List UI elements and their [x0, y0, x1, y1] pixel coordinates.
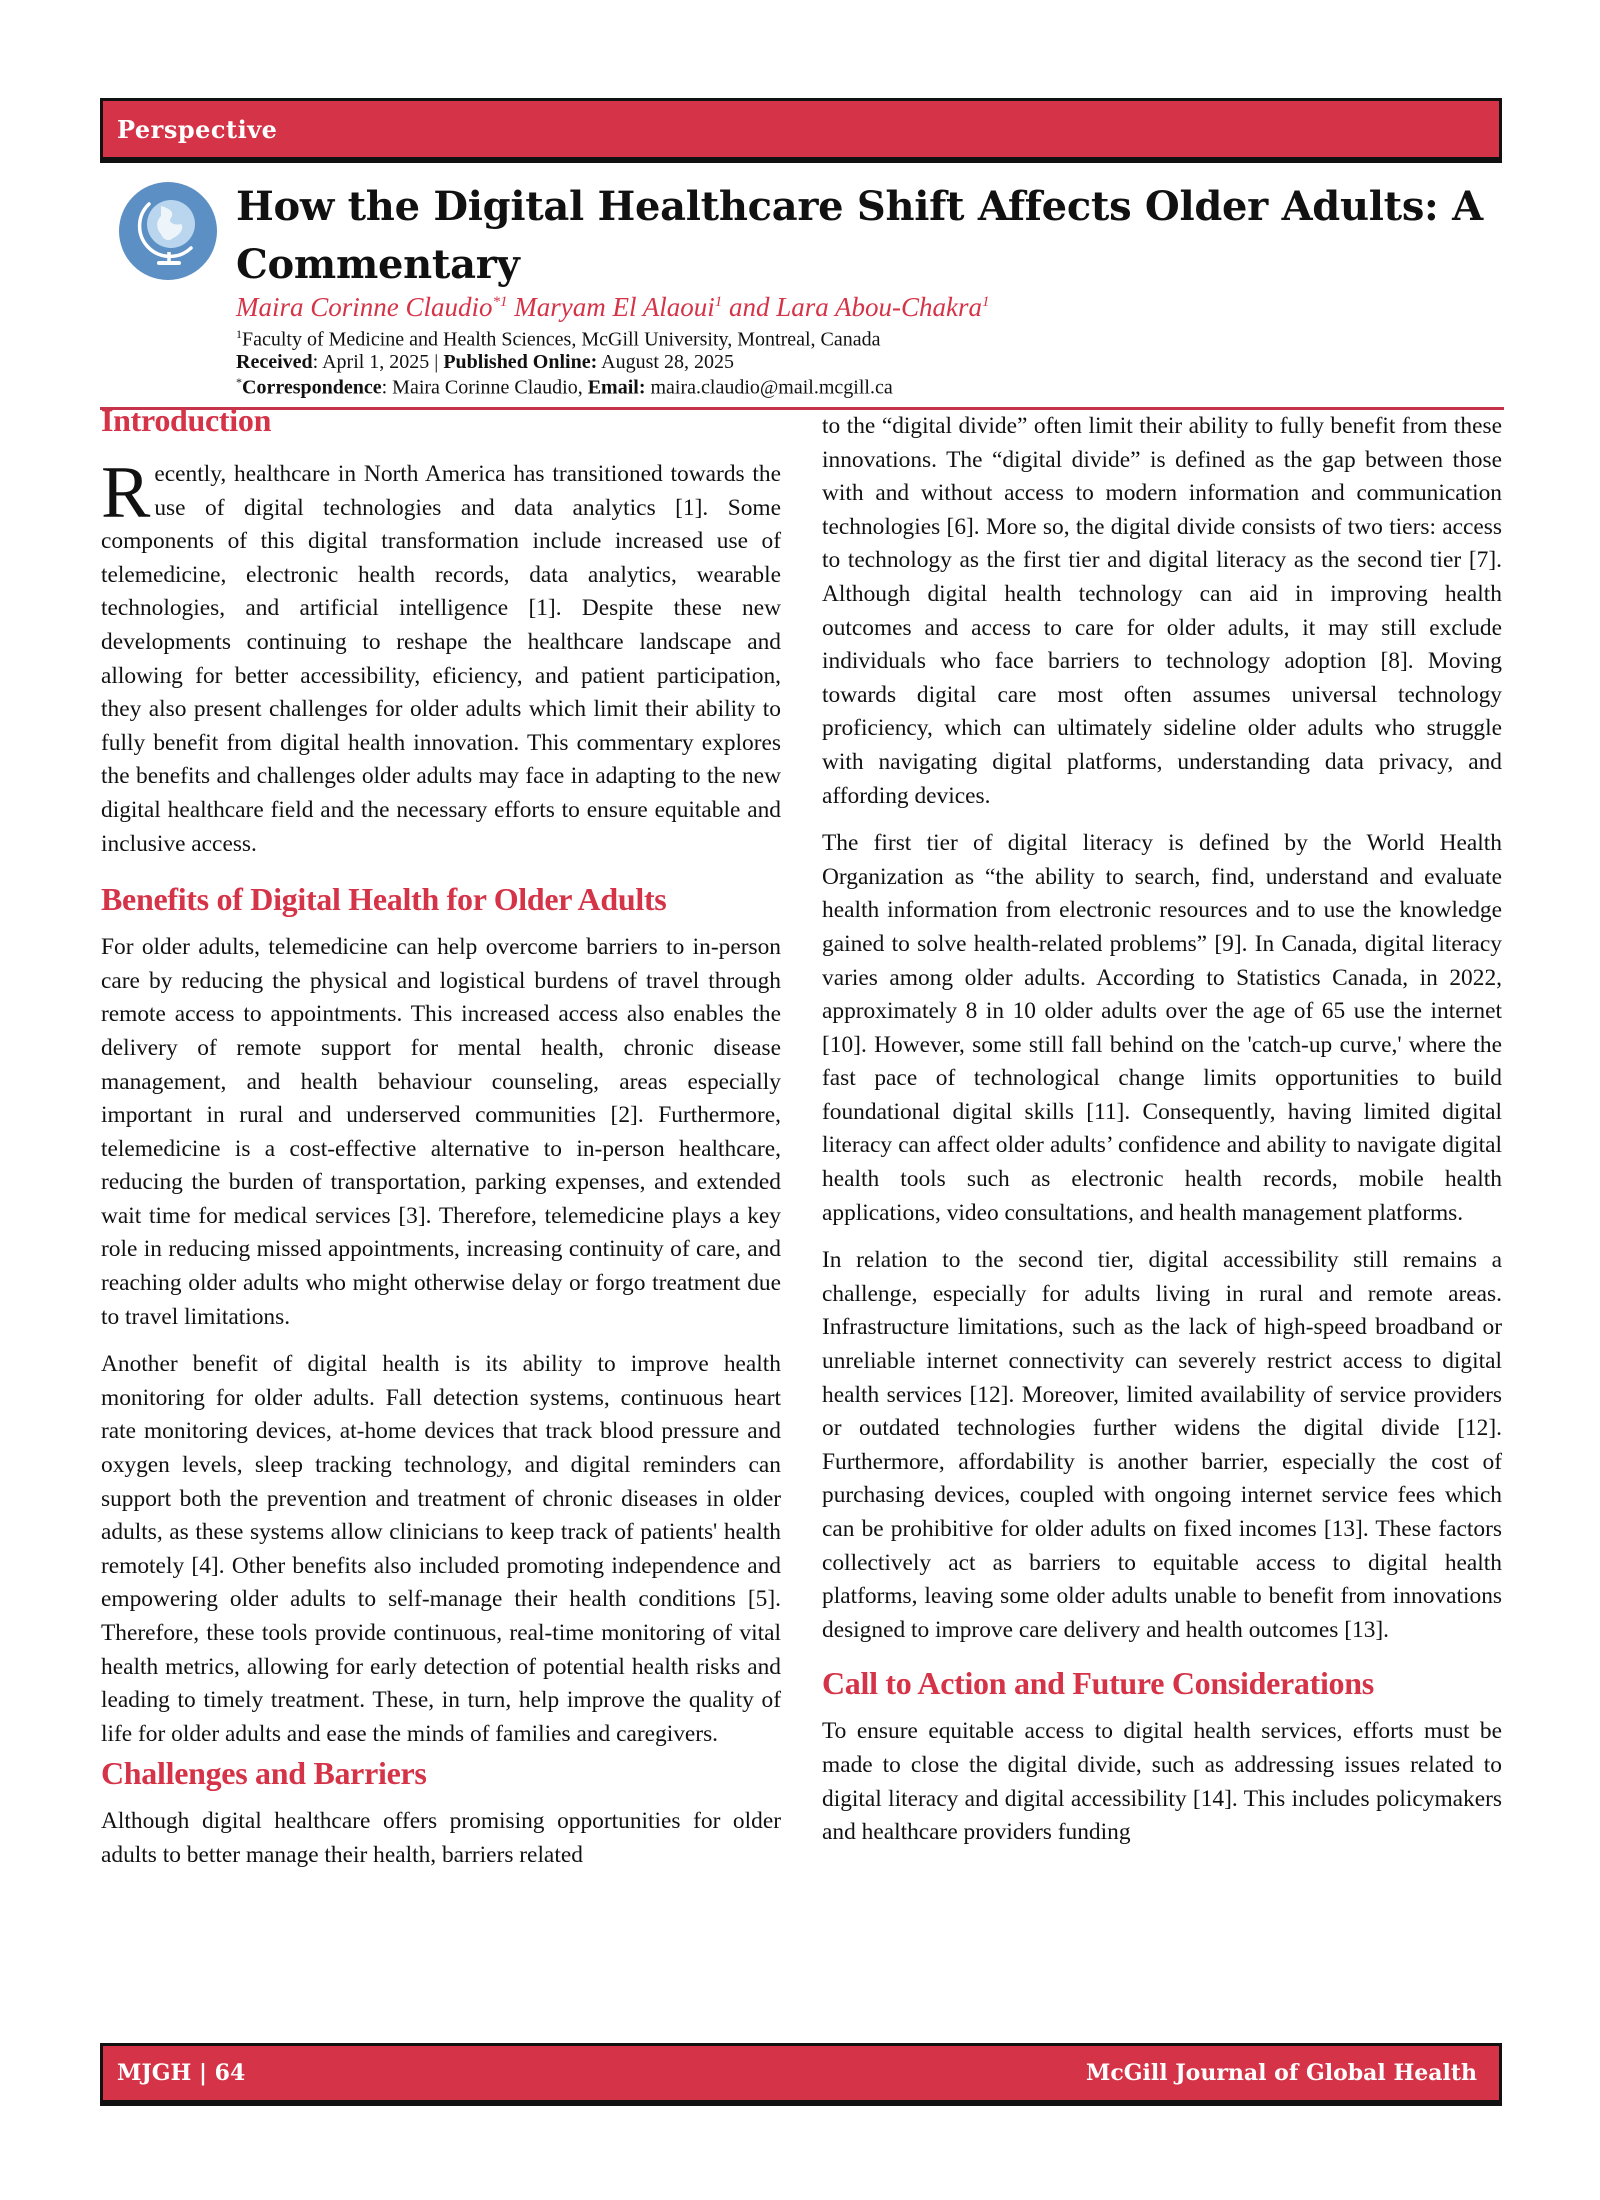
affiliation-marker: 1: [236, 327, 242, 341]
author-name: Maryam El Alaoui: [514, 292, 715, 322]
section-label: Perspective: [117, 114, 278, 144]
received-value: : April 1, 2025 |: [312, 351, 444, 373]
author-marker: 1: [982, 294, 990, 310]
published-label: Published Online:: [443, 351, 598, 373]
author-name: and Lara Abou-Chakra: [729, 292, 983, 322]
benefits-paragraph-2: Another benefit of digital health is its ability to improve health monitoring for older adults. Fall detection systems, continuous heart rate monitoring devices, at-home devices that track blood pressure and oxygen levels, sleep tracking technology, and digital reminders can support both the prevention and treatment of chronic diseases in older adults, as these systems allow clinicians to keep track of patients' health remotely [4]. Other benefits also included promoting independence and empowering older adults to self-manage their health conditions [5]. Therefore, these tools provide continuous, real-time monitoring of vital health metrics, allowing for early detection of potential health risks and leading to timely treatment. These, in turn, help improve the quality of life for older adults and ease the minds of families and caregivers.: [101, 1351, 781, 1747]
author-marker: *1: [492, 294, 508, 310]
challenges-paragraph-2: The first tier of digital literacy is defined by the World Health Organization as “the ability to search, find, understand and evaluate health information from electronic resources and to use the knowledge gained to solve health-related problems” [9]. In Canada, digital literacy varies among older adults. According to Statistics Canada, in 2022, approximately 8 in 10 older adults over the age of 65 use the internet [10]. However, some still fall behind on the 'catch-up curve,' where the fast pace of technological change limits opportunities to build foundational digital skills [11]. Consequently, having limited digital literacy can affect older adults’ confidence and ability to navigate digital health tools such as electronic health records, mobile health applications, video consultations, and health management platforms.: [822, 830, 1502, 1226]
call-paragraph-1: To ensure equitable access to digital health services, efforts must be made to close the digital divide, such as addressing issues related to digital literacy and digital accessibility [14]. This includes policymakers and healthcare providers funding: [822, 1718, 1502, 1846]
benefits-paragraph-1: For older adults, telemedicine can help overcome barriers to in-person care by reducing the physical and logistical burdens of travel through remote access to appointments. This increased access also enables the delivery of remote support for mental health, chronic disease management, and health behaviour counseling, areas especially important in rural and underserved communities [2]. Furthermore, telemedicine is a cost-effective alternative to in-person healthcare, reducing the burden of transportation, parking expenses, and extended wait time for medical services [3]. Therefore, telemedicine plays a key role in reducing missed appointments, increasing continuity of care, and reaching older adults who might otherwise delay or forgo treatment due to travel limitations.: [101, 934, 781, 1330]
footer-journal-name: McGill Journal of Global Health: [1085, 2060, 1477, 2086]
correspondence-marker: *: [236, 375, 242, 389]
publication-dates: [236, 351, 734, 374]
author-marker: 1: [714, 294, 723, 310]
drop-cap: R: [101, 452, 151, 534]
correspondence-value: : Maira Corinne Claudio,: [381, 376, 588, 399]
challenges-paragraph-1: Although digital healthcare offers promising opportunities for older adults to better manage their health, barriers related: [101, 1808, 781, 1868]
email-link[interactable]: maira.claudio@mail.mcgill.ca: [645, 376, 893, 399]
received-label: Received: [236, 351, 313, 373]
intro-paragraph: [101, 452, 781, 861]
email-label: Email:: [587, 376, 646, 399]
footer-page-label: MJGH | 64: [117, 2060, 246, 2086]
left-column: [101, 400, 781, 1873]
section-banner: [100, 98, 1502, 160]
author-name: Maira Corinne Claudio: [236, 292, 493, 322]
heading-challenges: Challenges and Barriers: [101, 1755, 427, 1792]
affiliation-text: Faculty of Medicine and Health Sciences, McGill University, Montreal, Canada: [242, 328, 881, 351]
heading-benefits: Benefits of Digital Health for Older Adults: [101, 881, 667, 918]
right-column: [822, 410, 1502, 1850]
article-title: How the Digital Healthcare Shift Affects Older Adults: A Commentary: [236, 183, 1483, 288]
challenges-paragraph-3: In relation to the second tier, digital accessibility still remains a challenge, especially for adults living in rural and remote areas. Infrastructure limitations, such as the lack of high-speed broadband or unreliable internet connectivity can severely restrict access to digital health services [12]. Moreover, limited availability of service providers or outdated technologies further widens the digital divide [12]. Furthermore, affordability is another barrier, especially the cost of purchasing devices, coupled with ongoing internet service fees which can be prohibitive for older adults on fixed incomes [13]. These factors collectively act as barriers to equitable access to digital health platforms, leaving some older adults unable to benefit from innovations designed to improve care delivery and health outcomes [13].: [822, 1247, 1502, 1643]
heading-call-to-action: Call to Action and Future Considerations: [822, 1665, 1374, 1702]
footer-banner: [100, 2043, 1502, 2103]
published-value: August 28, 2025: [597, 351, 734, 373]
intro-text: ecently, healthcare in North America has transitioned towards the use of digital technologies and data analytics [1]. Some components of this digital transformation include increased use of telemedicine, electronic health records, data analytics, wearable technologies, and artificial intelligence [1]. Despite these new developments continuing to reshape the healthcare landscape and allowing for better accessibility, eficiency, and patient participation, they also present challenges for older adults which limit their ability to fully benefit from digital health innovation. This commentary explores the benefits and challenges older adults may face in adapting to the new digital healthcare field and the necessary efforts to ensure equitable and inclusive access.: [101, 461, 781, 857]
globe-icon: [119, 182, 217, 280]
correspondence: [236, 375, 893, 400]
affiliation: [236, 327, 881, 352]
correspondence-label: Correspondence: [242, 376, 382, 399]
challenges-paragraph-1-continued: to the “digital divide” often limit their ability to fully benefit from these innovations. The “digital divide” is defined as the gap between those with and without access to modern information and communication technologies [6]. More so, the digital divide consists of two tiers: access to technology as the first tier and digital literacy as the second tier [7]. Although digital health technology can aid in improving health outcomes and access to care for older adults, it may still exclude individuals who face barriers to technology adoption [8]. Moving towards digital care most often assumes universal technology proficiency, which can ultimately sideline older adults who struggle with navigating digital platforms, understanding data privacy, and affording devices.: [822, 413, 1502, 809]
heading-introduction: Introduction: [101, 402, 272, 438]
author-list: [236, 292, 990, 323]
